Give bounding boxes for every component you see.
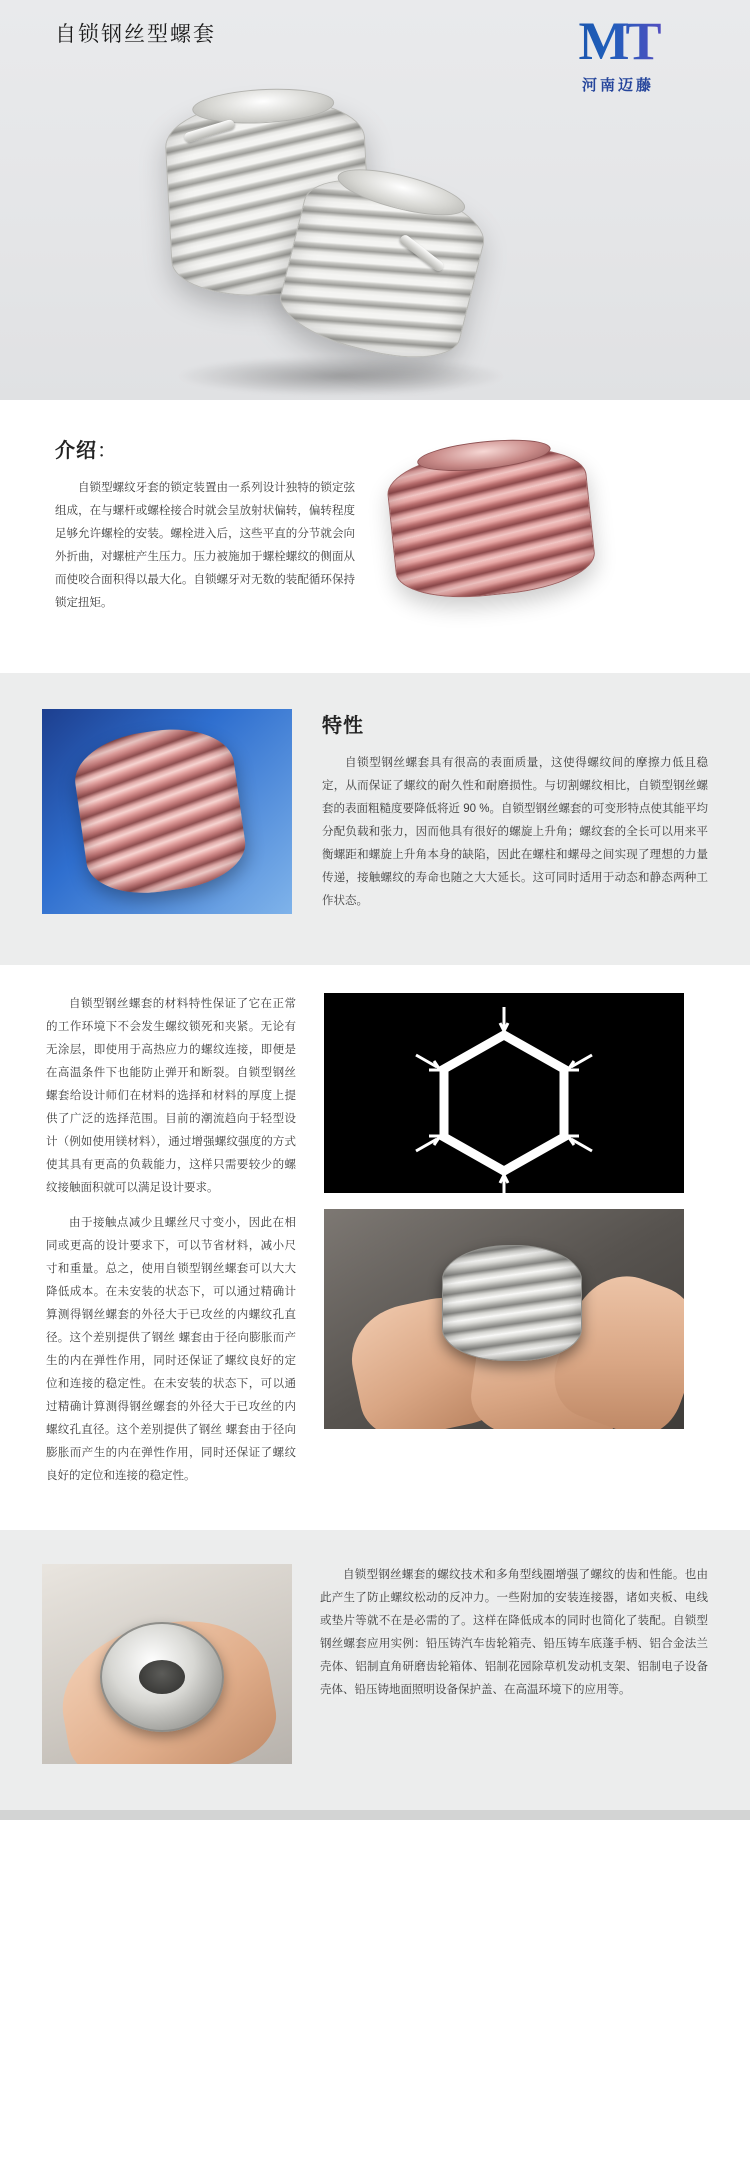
hexagon-force-diagram-icon: [324, 993, 684, 1193]
coil-tang: [183, 119, 236, 144]
footer-divider: [0, 1810, 750, 1820]
introduction-image: [383, 434, 603, 614]
introduction-heading: [55, 434, 355, 463]
technical-paragraph-1: 自锁型钢丝螺套的材料特性保证了它在正常的工作环境下不会发生螺纹锁死和夹紧。无论有无涂层，即使用于高热应力的螺纹连接，即便是在高温条件下也能防止弹开和断裂。自锁型钢丝螺套给设计师们在材料的选择和材料的厚度上提供了广泛的选择范围。目前的潮流趋向于轻型设计（例如使用镁材料），通过增强螺纹强度的方式使其具有更高的负载能力，这样只需要较少的螺纹接触面积就可以满足设计要求。: [46, 998, 296, 1194]
coil-tang: [398, 233, 445, 273]
copper-coil-insert: [384, 440, 598, 605]
copper-coil-closeup: [70, 721, 251, 902]
hero-product-illustration: [0, 86, 750, 400]
section-features: [0, 673, 750, 965]
features-heading: 特性: [322, 715, 364, 737]
technical-text-block: [46, 993, 296, 1500]
introduction-text-block: [55, 434, 355, 627]
features-image: [42, 709, 292, 914]
threaded-insert-ring: [100, 1622, 224, 1732]
company-logo: [528, 11, 708, 95]
hexagon-diagram-image: [324, 993, 684, 1193]
applications-image: [42, 1564, 292, 1764]
steel-coil-insert-secondary: [272, 164, 492, 372]
page-title: 自锁钢丝型螺套: [55, 23, 216, 46]
steel-insert-in-hand: [442, 1245, 582, 1361]
introduction-heading-colon: ：: [97, 440, 118, 462]
introduction-paragraph-1: 自锁型螺纹牙套的锁定装置由一系列设计独特的锁定弦组成，在与螺杆或螺栓接合时就会呈放射状偏转，偏转程度足够允许螺栓的安装。螺栓进入后，这些平直的分节就会向外折曲，对螺桩产生压力。压力被施加于螺栓螺纹的侧面从而使咬合面积得以最大化。自锁螺牙对无数的装配循环保持锁定扭矩。: [55, 482, 355, 609]
product-shadow: [176, 356, 506, 396]
applications-text-block: [320, 1564, 708, 1714]
introduction-heading-label: 介绍: [55, 440, 97, 462]
technical-images: [324, 993, 684, 1429]
hero-banner: [0, 0, 750, 400]
insert-tang: [142, 1671, 182, 1683]
logo-mark-text: MT: [528, 14, 708, 68]
technical-paragraph-2: 由于接触点减少且螺丝尺寸变小，因此在相同或更高的设计要求下，可以节省材料，减小尺寸和重量。总之，使用自锁型钢丝螺套可以大大降低成本。在未安装的状态下，可以通过精确计算测得钢丝螺套的外径大于已攻丝的内螺纹孔直径。这个差别提供了钢丝 螺套由于径向膨胀而产生的内在弹性作用，同时还保证了螺纹良好的定位和连接的稳定性。在未安装的状态下，可以通过精确计算测得钢丝螺套的外径大于已攻丝的内螺纹孔直径。这个差别提供了钢丝 螺套由于径向膨胀而产生的内在弹性作用，同时还保证了螺纹良好的定位和连接的稳定性。: [46, 1217, 296, 1482]
logo-company-name: 河南迈藤: [581, 77, 654, 94]
applications-paragraph-1: 自锁型钢丝螺套的螺纹技术和多角型线圈增强了螺纹的齿和性能。也由此产生了防止螺纹松动的反冲力。一些附加的安装连接器，诸如夹板、电线或垫片等就不在是必需的了。这样在降低成本的同时也简化了装配。自锁型钢丝螺套应用实例：铅压铸汽车齿轮箱壳、铅压铸车底蓬手柄、铝合金法兰壳体、铝制直角研磨齿轮箱体、铝制花园除草机发动机支架、铝制电子设备壳体、铅压铸地面照明设备保护盖、在高温环境下的应用等。: [320, 1569, 708, 1696]
section-introduction: [0, 400, 750, 673]
features-text-block: [322, 709, 708, 925]
coil-top-ring: [416, 434, 553, 476]
hand-holding-insert-image: [324, 1209, 684, 1429]
section-applications: [0, 1530, 750, 1810]
section-technical-details: [0, 965, 750, 1530]
features-paragraph-1: 自锁型钢丝螺套具有很高的表面质量，这使得螺纹间的摩擦力低且稳定，从而保证了螺纹的耐久性和耐磨损性。与切割螺纹相比，自锁型钢丝螺套的表面粗糙度要降低将近 90 %。自锁型钢丝螺套的可变形特点使其能平均分配负载和张力，因而他具有很好的螺旋上升角；螺纹套的全长可以用来平衡螺距和螺旋上升角本身的缺陷，因此在螺柱和螺母之间实现了理想的力量传递，接触螺纹的寿命也随之大大延长。这可同时适用于动态和静态两种工作状态。: [322, 757, 708, 907]
coil-top-ring: [333, 160, 469, 225]
coil-top-ring: [191, 85, 335, 126]
